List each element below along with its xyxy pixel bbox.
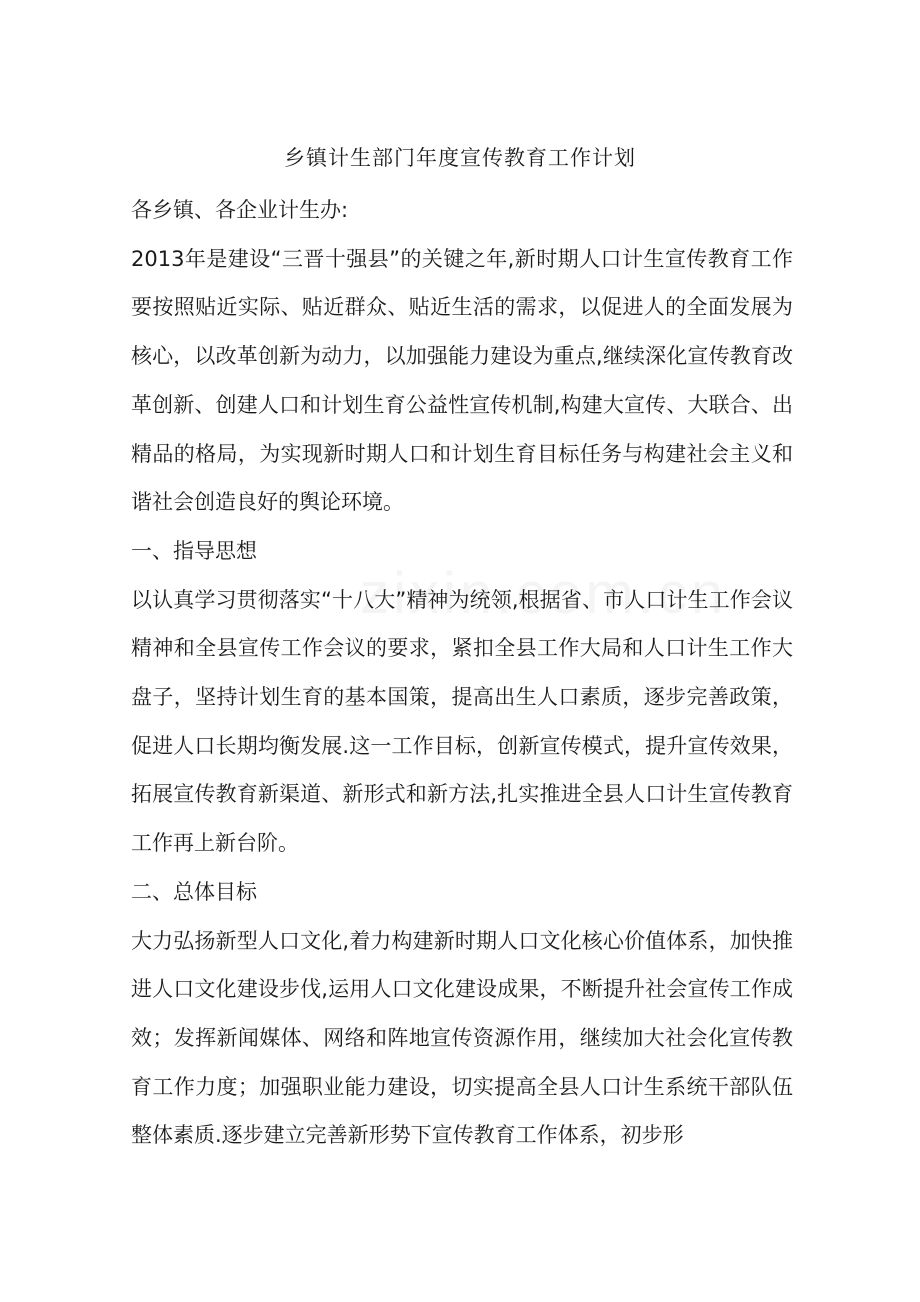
- section-paragraph-overall-goals: 大力弘扬新型人口文化,着力构建新时期人口文化核心价值体系，加快推进人口文化建设步伐,运用人口文化建设成果，不断提升社会宣传工作成效；发挥新闻媒体、网络和阵地宣传资源作用，继续加大社会化宣传教育工作力度；加强职业能力建设，切实提高全县人口计生系统干部队伍整体素质.逐步建立完善新形势下宣传教育工作体系，初步形: [131, 928, 793, 1148]
- section-heading-guiding-ideology: 一、指导思想: [131, 538, 257, 563]
- section-paragraph-guiding-ideology: 以认真学习贯彻落实“十八大”精神为统领,根据省、市人口计生工作会议精神和全县宣传工作会议的要求，紧扣全县工作大局和人口计生工作大盘子，坚持计划生育的基本国策，提高出生人口素质，逐步完善政策，促进人口长期均衡发展.这一工作目标，创新宣传模式，提升宣传效果，拓展宣传教育新渠道、新形式和新方法,扎实推进全县人口计生宣传教育工作再上新台阶。: [131, 587, 793, 856]
- intro-paragraph: 2013年是建设“三晋十强县”的关键之年,新时期人口计生宣传教育工作要按照贴近实际、贴近群众、贴近生活的需求，以促进人的全面发展为核心，以改革创新为动力，以加强能力建设为重点,继续深化宣传教育改革创新、创建人口和计划生育公益性宣传机制,构建大宣传、大联合、出精品的格局，为实现新时期人口和计划生育目标任务与构建社会主义和谐社会创造良好的舆论环境。: [131, 246, 793, 515]
- document-body: [131, 186, 793, 1160]
- document-title: 乡镇计生部门年度宣传教育工作计划: [284, 146, 636, 170]
- salutation: 各乡镇、各企业计生办:: [131, 198, 349, 222]
- section-heading-overall-goals: 二、总体目标: [131, 879, 257, 904]
